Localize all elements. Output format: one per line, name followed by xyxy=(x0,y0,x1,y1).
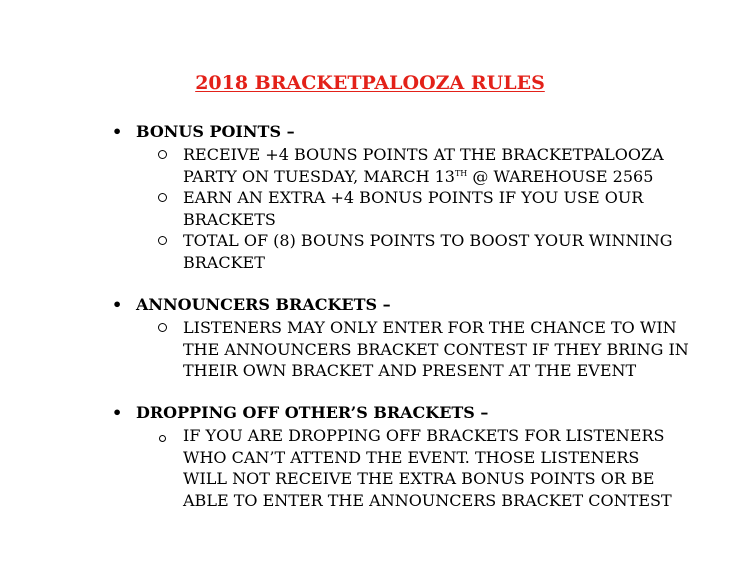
list-item-text: PARTY ON TUESDAY, MARCH 13 xyxy=(183,166,455,186)
section-heading xyxy=(112,402,672,423)
sub-list xyxy=(112,144,673,274)
list-item-line: LISTENERS MAY ONLY ENTER FOR THE CHANCE TO WIN xyxy=(183,318,677,337)
list-item-line: BRACKET xyxy=(183,252,265,272)
section-heading-text: ANNOUNCERS BRACKETS – xyxy=(136,295,391,314)
sub-list xyxy=(112,317,689,382)
circle-bullet-icon xyxy=(158,193,167,202)
section-bonus-points xyxy=(112,121,673,274)
section-heading-text: BONUS POINTS – xyxy=(136,122,295,141)
list-item-text: @ WAREHOUSE 2565 xyxy=(467,166,654,186)
circle-bullet-icon xyxy=(159,435,166,442)
list-item-line: THE ANNOUNCERS BRACKET CONTEST IF THEY BRING IN xyxy=(183,339,689,359)
list-item-line: ABLE TO ENTER THE ANNOUNCERS BRACKET CONTEST xyxy=(183,490,672,510)
list-item-line: TOTAL OF (8) BOUNS POINTS TO BOOST YOUR WINNING xyxy=(183,231,673,251)
list-item-line xyxy=(183,144,673,166)
sub-list xyxy=(112,425,672,511)
list-item-line xyxy=(183,166,673,188)
section-dropping-off-brackets xyxy=(112,402,672,511)
list-item-line: WHO CAN’T ATTEND THE EVENT. THOSE LISTENERS xyxy=(183,447,640,467)
list-item-line: THEIR OWN BRACKET AND PRESENT AT THE EVENT xyxy=(183,361,637,381)
ordinal-superscript: TH xyxy=(454,168,468,178)
circle-bullet-icon xyxy=(158,236,167,245)
bullet-icon: • xyxy=(112,295,123,314)
list-item xyxy=(112,144,673,187)
section-heading-text: DROPPING OFF OTHER’S BRACKETS – xyxy=(136,403,489,422)
list-item-line: EARN AN EXTRA +4 BONUS POINTS IF YOU USE OUR xyxy=(183,188,644,208)
list-item xyxy=(112,187,673,230)
page-title: 2018 BRACKETPALOOZA RULES xyxy=(195,72,545,94)
section-announcers-brackets xyxy=(112,294,689,382)
list-item-line: BRACKETS xyxy=(183,209,276,229)
list-item xyxy=(112,317,689,382)
section-heading xyxy=(112,294,689,315)
list-item-text: RECEIVE +4 BOUNS POINTS AT THE BRACKETPALOOZA xyxy=(183,145,664,164)
list-item-line: IF YOU ARE DROPPING OFF BRACKETS FOR LISTENERS xyxy=(183,426,665,445)
circle-bullet-icon xyxy=(158,323,167,332)
list-item xyxy=(112,425,672,511)
list-item xyxy=(112,230,673,273)
section-heading xyxy=(112,121,673,142)
bullet-icon: • xyxy=(112,122,123,141)
list-item-line: WILL NOT RECEIVE THE EXTRA BONUS POINTS OR BE xyxy=(183,469,655,489)
bullet-icon: • xyxy=(112,403,123,422)
circle-bullet-icon xyxy=(158,150,167,159)
